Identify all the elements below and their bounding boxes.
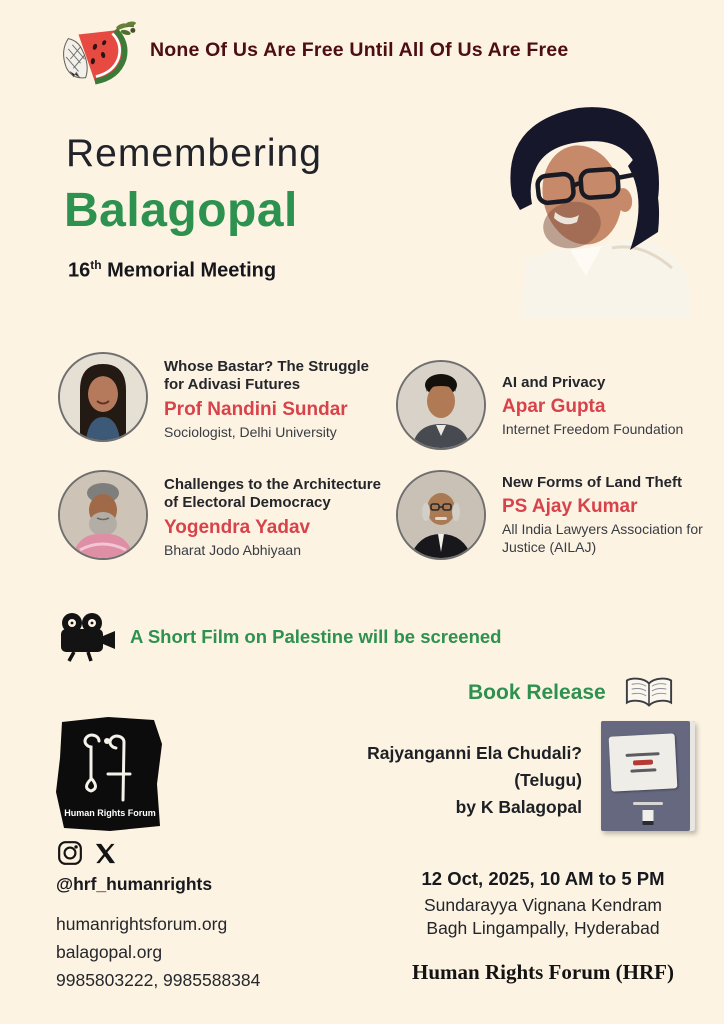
book-details <box>320 740 582 821</box>
instagram-icon <box>57 840 83 866</box>
film-camera-icon <box>56 612 116 662</box>
speaker-topic: New Forms of Land Theft <box>502 474 682 491</box>
title-balagopal: Balagopal <box>64 184 298 237</box>
memorial-text: Memorial Meeting <box>107 259 277 282</box>
watermelon-palestine-icon <box>58 20 138 88</box>
open-book-icon <box>624 674 674 712</box>
speaker-photo-nandini-sundar <box>58 352 148 442</box>
speaker-photo-apar-gupta <box>396 360 486 450</box>
speaker-topic: AI and Privacy <box>502 374 606 391</box>
title-remembering: Remembering <box>66 132 322 175</box>
speaker-affiliation: Sociologist, Delhi University <box>164 423 337 440</box>
event-datetime: 12 Oct, 2025, 10 AM to 5 PM <box>421 868 665 889</box>
speaker-affiliation: Bharat Jodo Abhiyaan <box>164 541 301 558</box>
social-handle: @hrf_humanrights <box>56 874 213 894</box>
speaker-name: Prof Nandini Sundar <box>164 398 348 420</box>
x-icon <box>94 842 117 865</box>
speaker-card-ps-ajay-kumar <box>396 470 706 560</box>
book-release-heading <box>468 674 674 712</box>
speaker-card-nandini-sundar <box>58 352 390 442</box>
header-slogan: None Of Us Are Free Until All Of Us Are Free <box>150 39 569 61</box>
hrf-logo-caption: Human Rights Forum <box>64 808 156 818</box>
balagopal-portrait-photo <box>452 98 697 318</box>
speaker-card-apar-gupta <box>396 360 706 450</box>
book-cover-paper-art <box>609 733 678 791</box>
contact-block <box>56 910 260 994</box>
hrf-logo <box>50 714 170 836</box>
event-venue-line2: Bagh Lingampally, Hyderabad <box>426 918 660 939</box>
speaker-photo-yogendra-yadav <box>58 470 148 560</box>
book-cover-publisher-mark <box>643 810 654 825</box>
phone-numbers: 9985803222, 9985588384 <box>56 970 261 990</box>
website-humanrightsforum: humanrightsforum.org <box>56 914 228 934</box>
website-balagopal: balagopal.org <box>56 942 163 962</box>
speaker-name: PS Ajay Kumar <box>502 496 638 518</box>
book-author: by K Balagopal <box>455 797 582 818</box>
speaker-name: Apar Gupta <box>502 396 606 418</box>
film-note-text: A Short Film on Palestine will be screened <box>130 626 502 647</box>
speaker-name: Yogendra Yadav <box>164 516 311 538</box>
film-screening-note <box>56 612 501 662</box>
book-cover-image <box>601 721 695 831</box>
speaker-card-yogendra-yadav <box>58 470 390 560</box>
speaker-affiliation: All India Lawyers Association for Justice (AILAJ) <box>502 521 703 555</box>
book-release-label: Book Release <box>468 681 606 704</box>
memorial-number: 16 <box>68 259 91 282</box>
event-venue-line1: Sundarayya Vignana Kendram <box>423 895 663 915</box>
speaker-photo-ps-ajay-kumar <box>396 470 486 560</box>
memorial-ordinal: th <box>90 258 102 272</box>
speaker-topic: Whose Bastar? The Struggle for Adivasi Futures <box>164 358 370 394</box>
organisation-name: Human Rights Forum (HRF) <box>412 960 674 985</box>
memorial-meeting-subtitle <box>68 258 276 283</box>
speaker-topic: Challenges to the Architecture of Electoral Democracy <box>164 476 381 512</box>
book-title: Rajyanganni Ela Chudali? <box>367 743 582 763</box>
speaker-affiliation: Internet Freedom Foundation <box>502 421 684 438</box>
event-details <box>378 868 708 985</box>
book-language: (Telugu) <box>514 770 582 791</box>
